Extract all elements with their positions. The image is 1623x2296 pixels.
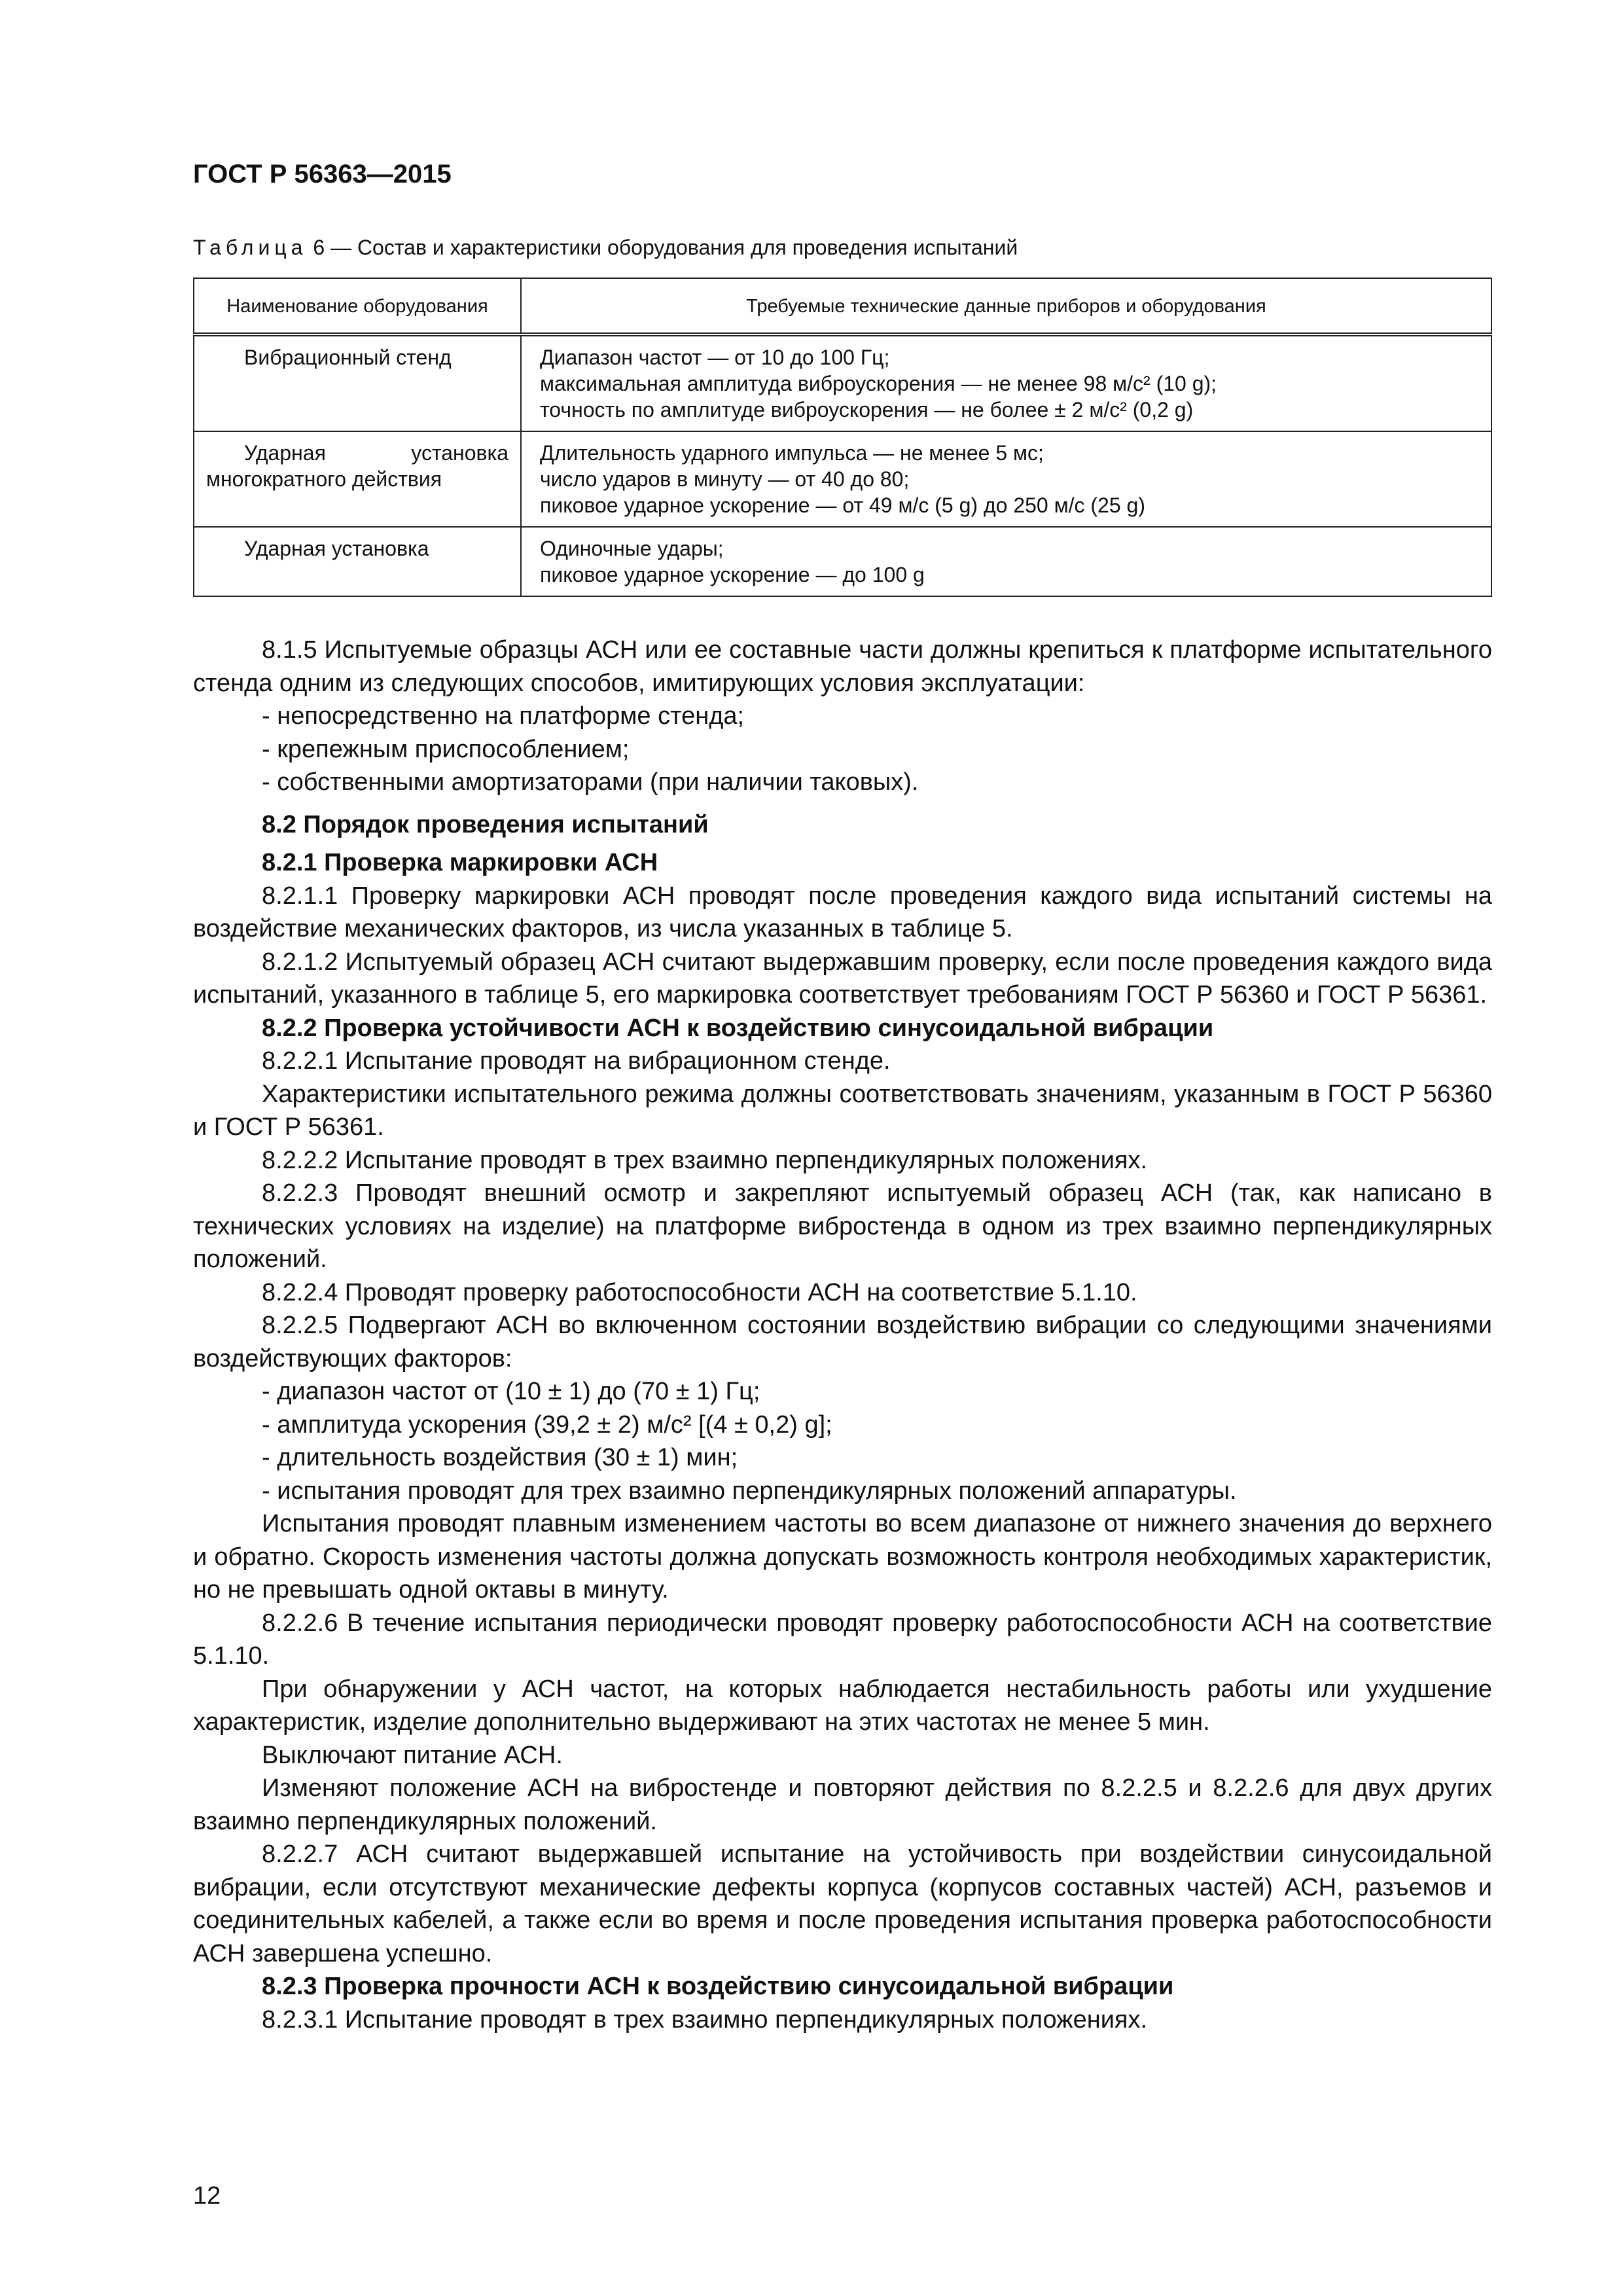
column-header-technical-data: Требуемые технические данные приборов и оборудования <box>521 278 1491 334</box>
table-header-row <box>194 278 1491 334</box>
paragraph-8-2-2-1: 8.2.2.1 Испытание проводят на вибрационном стенде. <box>262 1047 891 1075</box>
table-caption <box>193 233 1492 262</box>
paragraph-instability: При обнаружении у АСН частот, на которых наблюдается нестабильность работы или ухудшение характеристик, изделие дополнительно выдерживают на этих частотах не менее 5 мин. <box>193 1675 1492 1736</box>
paragraph-power-off: Выключают питание АСН. <box>262 1741 563 1769</box>
list-item: - непосредственно на платформе стенда; <box>193 700 1492 733</box>
table-row <box>194 334 1491 431</box>
page-number: 12 <box>193 2182 221 2210</box>
technical-data-line: Длительность ударного импульса — не менее 5 мс; <box>540 441 1044 465</box>
technical-data-line: пиковое ударное ускорение — от 49 м/с (5 g) до 250 м/с (25 g) <box>540 493 1145 517</box>
paragraph-8-2-2-6: 8.2.2.6 В течение испытания периодически проводят проверку работоспособности АСН на соответствие 5.1.10. <box>193 1609 1492 1670</box>
section-heading-8-2-2: 8.2.2 Проверка устойчивости АСН к воздействию синусоидальной вибрации <box>262 1014 1214 1042</box>
paragraph-change-position: Изменяют положение АСН на вибростенде и повторяют действия по 8.2.2.5 и 8.2.2.6 для двух других взаимно перпендикулярных положений. <box>193 1774 1492 1835</box>
document-page <box>193 157 1492 2036</box>
list-item: - испытания проводят для трех взаимно перпендикулярных положений аппаратуры. <box>193 1475 1492 1508</box>
list-item: - длительность воздействия (30 ± 1) мин; <box>193 1441 1492 1475</box>
equipment-name-cell: Ударная установка многократного действия <box>194 431 521 527</box>
table-caption-word: Таблица <box>193 236 308 259</box>
list-item: - диапазон частот от (10 ± 1) до (70 ± 1) Гц; <box>193 1375 1492 1408</box>
document-body <box>193 634 1492 2036</box>
section-heading-8-2-1: 8.2.1 Проверка маркировки АСН <box>262 849 658 876</box>
list-item: - амплитуда ускорения (39,2 ± 2) м/с² [(4 ± 0,2) g]; <box>193 1408 1492 1442</box>
technical-data-line: точность по амплитуде виброускорения — не более ± 2 м/с² (0,2 g) <box>540 398 1194 422</box>
paragraph-8-2-2-3: 8.2.2.3 Проводят внешний осмотр и закрепляют испытуемый образец АСН (так, как написано в технических условиях на изделие) на платформе вибростенда в одном из трех взаимно перпендикулярных положений. <box>193 1179 1492 1273</box>
list-item: - собственными амортизаторами (при наличии таковых). <box>193 766 1492 799</box>
paragraph-test-characteristics: Характеристики испытательного режима должны соответствовать значениям, указанным в ГОСТ Р 56360 и ГОСТ Р 56361. <box>193 1080 1492 1141</box>
table-row <box>194 431 1491 527</box>
list-item: - крепежным приспособлением; <box>193 733 1492 766</box>
equipment-table <box>193 278 1492 597</box>
paragraph-8-2-2-4: 8.2.2.4 Проводят проверку работоспособности АСН на соответствие 5.1.10. <box>262 1278 1137 1306</box>
paragraph-8-2-2-5: 8.2.2.5 Подвергают АСН во включенном состоянии воздействию вибрации со следующими значениями воздействующих факторов: <box>193 1312 1492 1372</box>
section-heading-8-2-3: 8.2.3 Проверка прочности АСН к воздействию синусоидальной вибрации <box>262 1973 1174 2000</box>
paragraph-smooth-frequency: Испытания проводят плавным изменением частоты во всем диапазоне от нижнего значения до верхнего и обратно. Скорость изменения частоты должна допускать возможность контроля необходимых характеристик, но не превышать одной октавы в минуту. <box>193 1510 1492 1604</box>
section-heading-8-2: 8.2 Порядок проведения испытаний <box>262 810 709 838</box>
table-row <box>194 527 1491 596</box>
technical-data-line: пиковое ударное ускорение — до 100 g <box>540 563 925 586</box>
paragraph-8-1-5: 8.1.5 Испытуемые образцы АСН или ее составные части должны крепиться к платформе испытательного стенда одним из следующих способов, имитирующих условия эксплуатации: <box>193 636 1492 697</box>
column-header-equipment-name: Наименование оборудования <box>194 278 521 334</box>
table-caption-text: 6 — Состав и характеристики оборудования для проведения испытаний <box>307 236 1018 259</box>
technical-data-cell <box>521 431 1491 527</box>
technical-data-line: число ударов в минуту — от 40 до 80; <box>540 467 910 491</box>
document-code-header: ГОСТ Р 56363—2015 <box>193 160 452 188</box>
technical-data-line: максимальная амплитуда виброускорения — не менее 98 м/с² (10 g); <box>540 372 1217 395</box>
equipment-name-cell: Вибрационный стенд <box>194 334 521 431</box>
paragraph-8-2-3-1: 8.2.3.1 Испытание проводят в трех взаимно перпендикулярных положениях. <box>262 2005 1148 2034</box>
paragraph-8-2-1-2: 8.2.1.2 Испытуемый образец АСН считают выдержавшим проверку, если после проведения каждого вида испытаний, указанного в таблице 5, его маркировка соответствует требованиям ГОСТ Р 56360 и ГОСТ Р 56361. <box>193 948 1492 1009</box>
paragraph-8-2-1-1: 8.2.1.1 Проверку маркировки АСН проводят после проведения каждого вида испытаний системы на воздействие механических факторов, из числа указанных в таблице 5. <box>193 882 1492 942</box>
technical-data-cell <box>521 334 1491 431</box>
technical-data-line: Одиночные удары; <box>540 537 724 560</box>
technical-data-line: Диапазон частот — от 10 до 100 Гц; <box>540 346 890 369</box>
equipment-name-cell: Ударная установка <box>194 527 521 596</box>
paragraph-8-2-2-7: 8.2.2.7 АСН считают выдержавшей испытание на устойчивость при воздействии синусоидальной вибрации, если отсутствуют механические дефекты корпуса (корпусов составных частей) АСН, разъемов и соединительных кабелей, а также если во время и после проведения испытания проверка работоспособности АСН завершена успешно. <box>193 1840 1492 1967</box>
paragraph-8-2-2-2: 8.2.2.2 Испытание проводят в трех взаимно перпендикулярных положениях. <box>262 1146 1148 1174</box>
technical-data-cell <box>521 527 1491 596</box>
